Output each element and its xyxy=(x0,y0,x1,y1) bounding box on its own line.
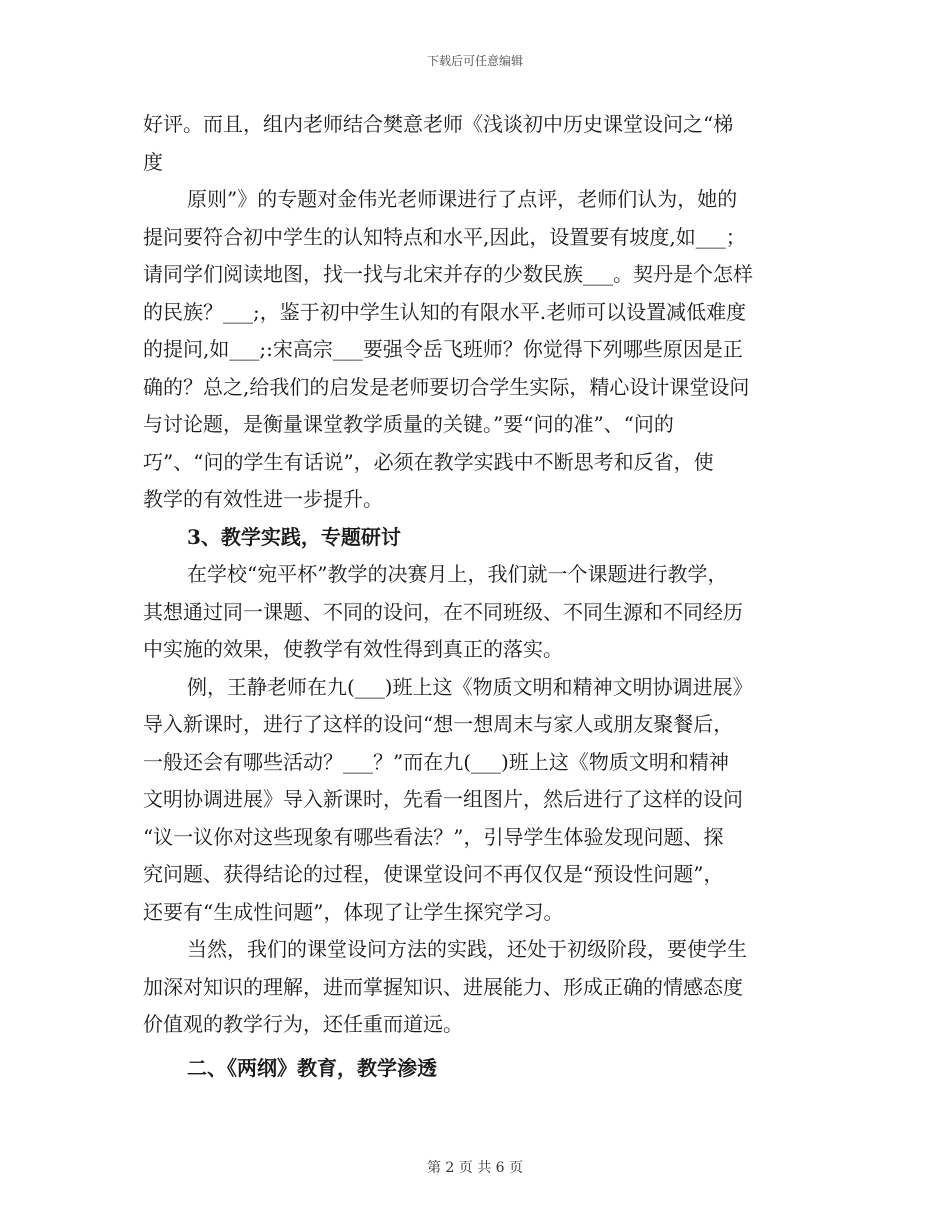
text-line: 度 xyxy=(143,149,163,174)
text-line: 与讨论题，是衡量课堂教学质量的关键。”要“问的准”、“问的 xyxy=(143,412,674,436)
heading-line: 二、《两纲》教育，教学渗透 xyxy=(187,1055,437,1080)
text-line: 文明协调进展》导入新课时，先看一组图片，然后进行了这样的设问 xyxy=(143,787,743,811)
text-line: 确的？总之,给我们的启发是老师要切合学生实际，精心设计课堂设问 xyxy=(143,374,750,399)
text-line: 在学校“宛平杯”教学的决赛月上，我们就一个课题进行教学， xyxy=(187,562,728,586)
paragraph xyxy=(143,181,808,519)
text-line: 究问题、获得结论的过程，使课堂设问不再仅仅是“预设性问题”， xyxy=(143,862,724,886)
text-line: 的民族？___;，鉴于初中学生认知的有限水平.老师可以设置减低难度 xyxy=(143,299,747,324)
text-line: 请同学们阅读地图，找一找与北宋并存的少数民族___。契丹是个怎样 xyxy=(143,262,753,286)
page-header: 下载后可任意编辑 xyxy=(426,54,523,68)
text-line: 加深对知识的理解，进而掌握知识、进展能力、形成正确的情感态度 xyxy=(143,974,743,999)
paragraph xyxy=(143,556,808,669)
text-line: “议一议你对这些现象有哪些看法？”，引导学生体验发现问题、探 xyxy=(143,824,724,849)
paragraph xyxy=(143,106,808,181)
text-line: 一般还会有哪些活动？___？”而在九(___)班上这《物质文明和精神 xyxy=(143,749,729,774)
text-line: 其想通过同一课题、不同的设问，在不同班级、不同生源和不同经历 xyxy=(143,599,743,624)
section-heading xyxy=(143,519,808,557)
text-line: 中实施的效果，使教学有效性得到真正的落实。 xyxy=(143,637,563,661)
paragraph xyxy=(143,931,808,1044)
text-line: 例，王静老师在九(___)班上这《物质文明和精神文明协调进展》 xyxy=(187,674,753,699)
text-line: 导入新课时，进行了这样的设问“想一想周末与家人或朋友聚餐后， xyxy=(143,712,734,736)
paragraph xyxy=(143,669,808,932)
text-line: 价值观的教学行为，还任重而道远。 xyxy=(143,1012,463,1036)
section-heading xyxy=(143,1050,808,1088)
text-line: 好评。而且，组内老师结合樊意老师《浅谈初中历史课堂设问之“梯 xyxy=(143,112,734,136)
text-line: 巧”、“问的学生有话说”，必须在教学实践中不断思考和反省，使 xyxy=(143,449,714,474)
text-line: 当然，我们的课堂设问方法的实践，还处于初级阶段，要使学生 xyxy=(187,937,747,961)
text-line: 教学的有效性进一步提升。 xyxy=(143,487,383,511)
heading-line: 3、教学实践，专题研讨 xyxy=(187,524,401,549)
document-body xyxy=(143,106,808,1087)
text-line: 原则”》的专题对金伟光老师课进行了点评，老师们认为，她的 xyxy=(187,187,738,211)
page-footer: 第 2 页 共 6 页 xyxy=(426,1160,524,1176)
text-line: 还要有“生成性问题”，体现了让学生探究学习。 xyxy=(143,899,564,924)
text-line: 的提问,如___;:宋高宗___要强令岳飞班师？你觉得下列哪些原因是正 xyxy=(143,337,743,361)
text-line: 提问要符合初中学生的认知特点和水平,因此，设置要有坡度,如___； xyxy=(143,224,746,249)
